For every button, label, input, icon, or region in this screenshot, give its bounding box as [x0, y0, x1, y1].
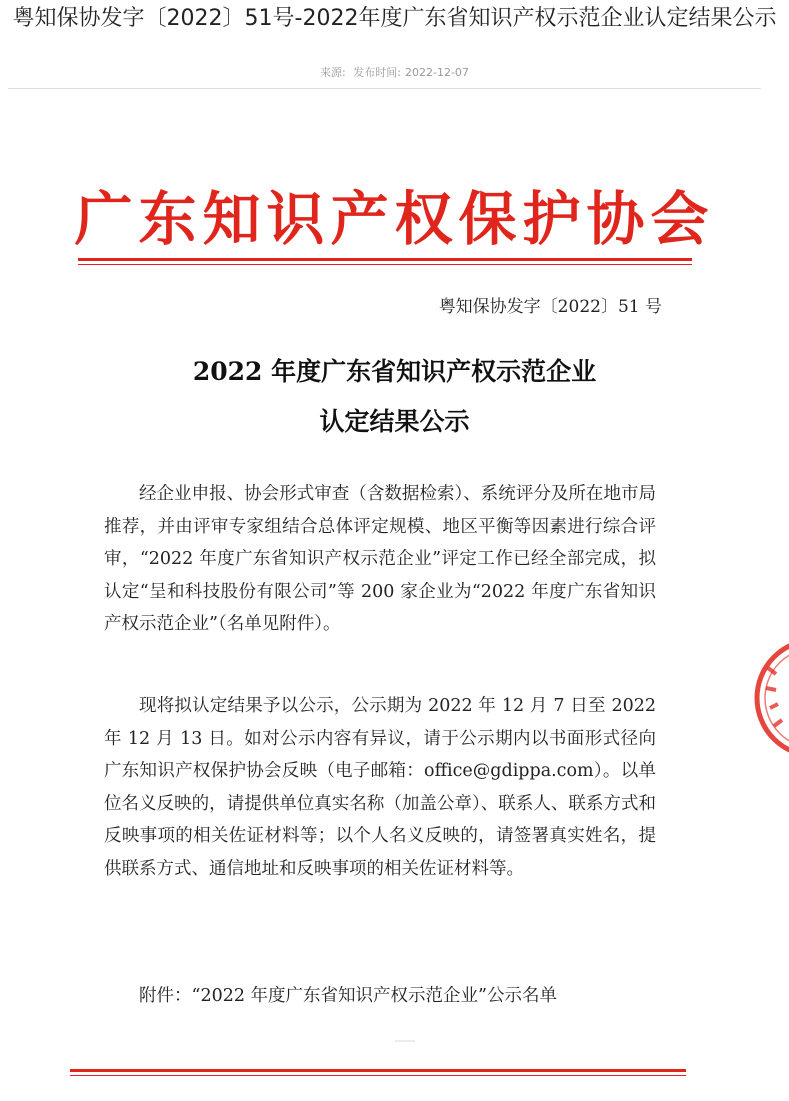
body-paragraph-2: 现将拟认定结果予以公示，公示期为 2022 年 12 月 7 日至 2022 年 12 月 13 日。如对公示内容有异议，请于公示期内以书面形式径向广东知识产权保护协会反映（电子邮箱：office@gdippa.com）。以单位名义反映的，请提供单位真实名称（加盖公章）、联系人、联系方式和反映事项的相关佐证材料等；以个人名义反映的，请签署真实姓名，提供联系方式、通信地址和反映事项的相关佐证材料等。: [104, 696, 656, 879]
body-paragraph-1: 经企业申报、协会形式审查（含数据检索）、系统评分及所在地市局推荐，并由评审专家组结合总体评定规模、地区平衡等因素进行综合评审，“2022 年度广东省知识产权示范企业”评定工作已经全部完成，拟认定“呈和科技股份有限公司”等 200 家企业为“2022 年度广东省知识产权示范企业”（名单见附件）。: [104, 484, 656, 635]
official-seal-stamp: [730, 628, 789, 768]
publish-label: 发布时间:: [353, 66, 401, 79]
letterhead-rule-thick: [78, 258, 692, 261]
document-title-line2: 认定结果公示: [319, 407, 470, 436]
header-divider: [8, 88, 761, 89]
scan-artifact: [395, 1040, 415, 1042]
attachment-line: 附件：“2022 年度广东省知识产权示范企业”公示名单: [139, 986, 557, 1006]
source-label: 来源:: [320, 66, 346, 79]
publish-date: 2022-12-07: [405, 66, 469, 79]
letterhead-organization: 广东知识产权保护协会: [74, 185, 715, 253]
article-title: 粤知保协发字〔2022〕51号-2022年度广东省知识产权示范企业认定结果公示: [12, 6, 777, 31]
footer-rule-thin: [70, 1075, 686, 1076]
letterhead-rule-thin: [78, 264, 692, 265]
document-title-line1: 2022 年度广东省知识产权示范企业: [192, 357, 597, 386]
footer-rule-thick: [70, 1069, 686, 1072]
article-meta: [0, 64, 789, 80]
document-number: 粤知保协发字〔2022〕51 号: [438, 297, 662, 317]
